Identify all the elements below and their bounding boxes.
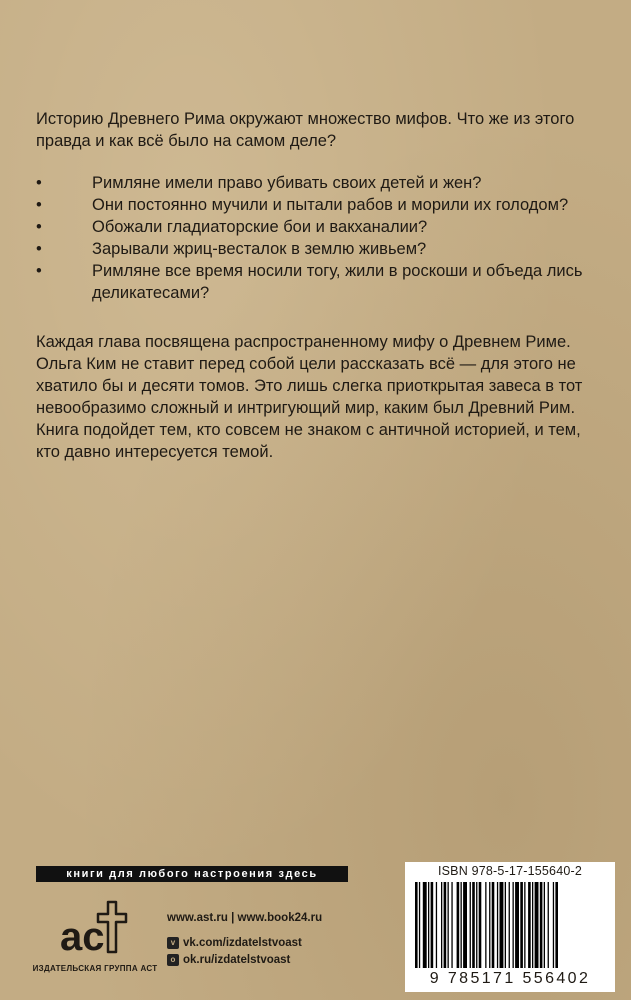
list-item: • Римляне имели право убивать своих детей и жен? <box>36 174 482 192</box>
list-item: • Зарывали жриц-весталок в землю живьем? <box>36 240 427 258</box>
description-paragraph: Каждая глава посвящена распространенному мифу о Древнем Риме. Ольга Ким не ставит перед собой цели рассказать всё — для этого не хватило бы и десяти томов. Это лишь слегка приоткрытая завеса в тот невообразимо сложный и интригующий мир, каким был Древний Рим. <box>36 333 583 417</box>
description <box>36 331 596 463</box>
intro-text: Историю Древнего Рима окружают множество мифов. Что же из этого правда и как всё было на самом деле? <box>36 110 575 150</box>
vk-icon: v <box>167 937 179 949</box>
tagline-banner: книги для любого настроения здесь <box>36 866 348 882</box>
list-item: • Они постоянно мучили и пытали рабов и морили их голодом? <box>36 196 569 214</box>
logo-text: ac <box>60 915 105 959</box>
bullet-icon: • <box>36 218 42 236</box>
list-item: • Римляне все время носили тогу, жили в роскоши и объеда лись деликатесами? <box>36 262 583 302</box>
bullet-icon: • <box>36 174 42 192</box>
logo-caption: ИЗДАТЕЛЬСКАЯ ГРУППА АСТ <box>32 964 158 973</box>
ok-link[interactable]: o ok.ru/izdatelstvoast <box>167 951 377 968</box>
bullet-icon: • <box>36 262 42 280</box>
barcode-bars <box>413 882 607 974</box>
ast-logo-icon <box>30 894 160 964</box>
publisher-logo <box>30 894 160 984</box>
description-paragraph: Книга подойдет тем, кто совсем не знаком с античной историей, и тем, кто давно интересуется темой. <box>36 421 581 461</box>
barcode <box>405 862 615 992</box>
bullet-icon: • <box>36 240 42 258</box>
publisher-links <box>167 912 377 968</box>
ok-icon: o <box>167 954 179 966</box>
website-link[interactable]: www.ast.ru | www.book24.ru <box>167 912 323 924</box>
bullet-icon: • <box>36 196 42 214</box>
vk-link[interactable]: v vk.com/izdatelstvoast <box>167 934 377 951</box>
myth-list <box>36 172 596 304</box>
list-item: • Обожали гладиаторские бои и вакханалии? <box>36 218 428 236</box>
isbn-label: ISBN 978-5-17-155640-2 <box>437 864 583 878</box>
barcode-number: 9 785171 556402 <box>429 970 591 987</box>
